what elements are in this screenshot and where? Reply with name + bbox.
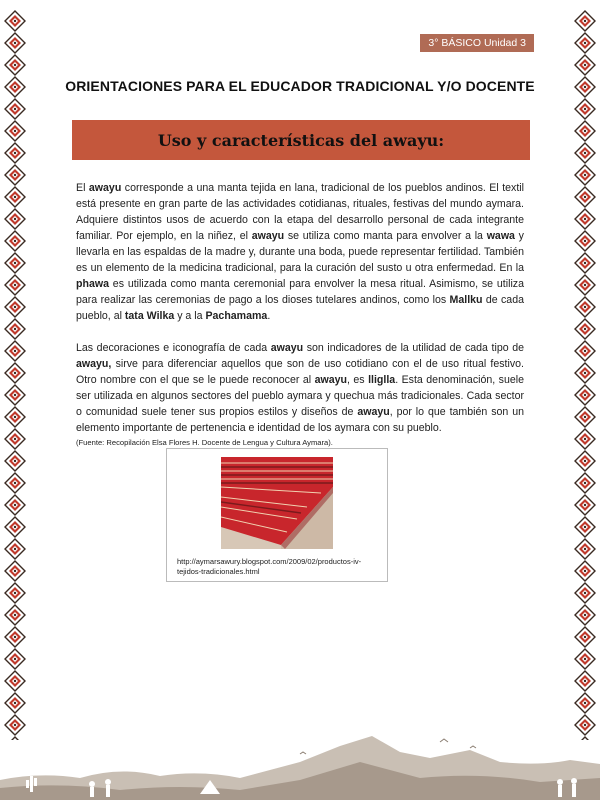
bold-term: Mallku [449,294,483,306]
bold-term: awayu, [76,358,112,370]
page-title: ORIENTACIONES PARA EL EDUCADOR TRADICIONAL Y/O DOCENTE [65,78,535,94]
text-run: , por lo que también son un elemento importante de pertenencia e identidad de los aymara con su pueblo. [76,406,524,434]
bold-term: lliglla [368,374,396,386]
body-text [76,180,524,448]
source-note: (Fuente: Recopilación Elsa Flores H. Docente de Lengua y Cultura Aymara). [76,438,333,447]
bold-term: awayu [270,342,304,354]
bold-term: Pachamama [205,310,268,322]
text-run: es utilizada como manta ceremonial para envolver la mesa ritual. Asimismo, se utiliza para realizar las ceremonias de pago a los dioses tutelares andinos, como los [76,278,524,306]
bold-term: awayu [314,374,347,386]
text-run: . Esta denominación, suele ser utilizada en algunos sectores del pueblo aymara y quechua más tradicionales. Cada sector o comunidad suele tener sus propios estilos y diseños de [76,374,525,418]
bold-term: tata Wilka [124,310,175,322]
text-run: . [267,310,271,322]
text-run: sirve para diferenciar aquellos que son de uso cotidiano con el de uso ritual festivo. Otro nombre con el que se le puede reconocer al [76,358,524,386]
text-run: , es [346,374,369,386]
text-run: de cada pueblo, al [76,294,524,322]
text-run: El [76,182,89,194]
text-run: Las decoraciones e iconografía de cada [76,342,271,354]
text-run: se utiliza como manta para envolver a la [284,230,487,242]
text-run: son indicadores de la utilidad de cada tipo de [303,342,524,354]
right-decorative-border [574,10,596,740]
awayu-textile-photo [221,457,333,549]
paragraph-2 [76,340,524,436]
text-run: y llevarla en las espaldas de la madre y, durante una boda, puede representar fertilidad. También es un elemento de la medicina tradicional, para la curación del susto u otra enfermedad. En la [76,230,524,274]
bold-term: awayu [251,230,285,242]
section-banner [72,120,530,160]
andean-landscape-footer [0,732,600,800]
grade-unit-badge: 3° BÁSICO Unidad 3 [420,34,534,52]
bold-term: awayu [88,182,122,194]
paragraph-1 [76,180,524,324]
figure-box [166,448,388,582]
figure-caption-url: http://aymarsawury.blogspot.com/2009/02/productos-iv-tejidos-tradicionales.html [177,557,362,576]
left-decorative-border [4,10,26,740]
section-heading: Uso y características del awayu: [157,130,445,150]
bold-term: wawa [486,230,515,242]
text-run: corresponde a una manta tejida en lana, tradicional de los pueblos andinos. El textil está presente en gran parte de las actividades cotidianas, rituales, festivas del mundo aymara. Adquiere distintos usos de acuerdo con la etapa del desarrollo personal de cada integrante familiar. Por ejemplo, en la niñez, el [76,182,524,242]
text-run: y a la [174,310,206,322]
bold-term: awayu [357,406,390,418]
bold-term: phawa [76,278,109,290]
